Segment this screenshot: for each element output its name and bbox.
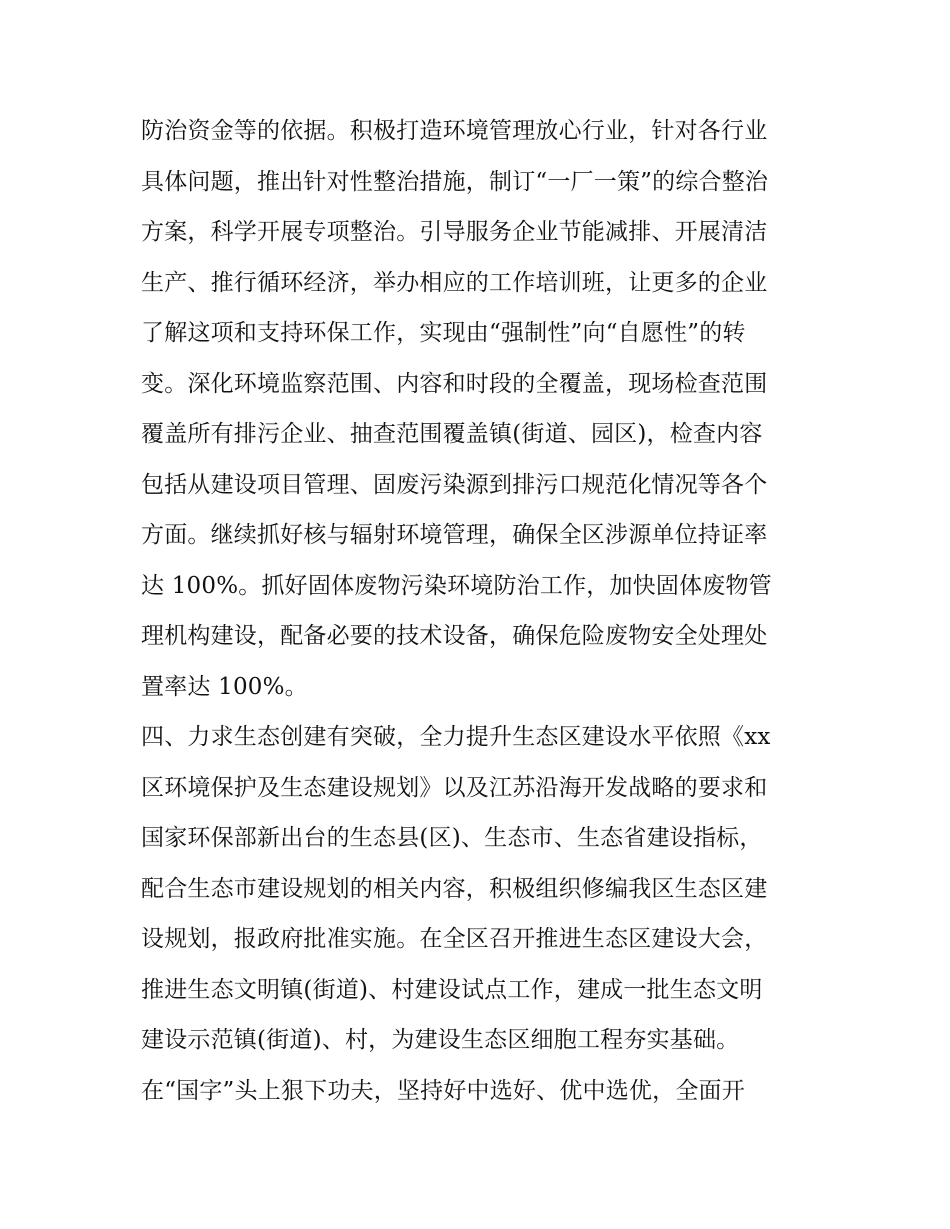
section-heading-line: 四、力求生态创建有突破，全力提升生态区建设水平依照《xx bbox=[141, 724, 771, 750]
text-line: 覆盖所有排污企业、抽查范围覆盖镇(街道、园区)，检查内容 bbox=[141, 421, 763, 447]
text-line: 在“国字”头上狠下功夫，坚持好中选好、优中选优，全面开 bbox=[141, 1077, 745, 1104]
text-line: 达 100%。抓好固体废物污染环境防治工作，加快固体废物管 bbox=[141, 572, 772, 599]
text-line: 具体问题，推出针对性整治措施，制订“一厂一策”的综合整治 bbox=[141, 168, 769, 195]
text-line: 国家环保部新出台的生态县(区)、生态市、生态省建设指标， bbox=[141, 825, 763, 851]
text-line: 理机构建设，配备必要的技术设备，确保危险废物安全处理处 bbox=[141, 623, 768, 649]
text-line: 生产、推行循环经济，举办相应的工作培训班，让更多的企业 bbox=[141, 269, 768, 296]
text-line: 置率达 100%。 bbox=[141, 673, 308, 700]
text-line: 方面。继续抓好核与辐射环境管理，确保全区涉源单位持证率 bbox=[141, 522, 768, 548]
text-line: 变。深化环境监察范围、内容和时段的全覆盖，现场检查范围 bbox=[141, 370, 768, 397]
text-line: 设规划，报政府批准实施。在全区召开推进生态区建设大会， bbox=[141, 926, 768, 952]
text-line: 防治资金等的依据。积极打造环境管理放心行业，针对各行业 bbox=[141, 118, 768, 144]
text-line: 推进生态文明镇(街道)、村建设试点工作，建成一批生态文明 bbox=[141, 976, 763, 1003]
body-text bbox=[141, 106, 821, 1116]
text-line: 了解这项和支持环保工作，实现由“强制性”向“自愿性”的转 bbox=[141, 320, 746, 346]
text-line: 方案，科学开展专项整治。引导服务企业节能减排、开展清洁 bbox=[141, 219, 768, 245]
text-line: 建设示范镇(街道)、村，为建设生态区细胞工程夯实基础。 bbox=[141, 1027, 740, 1053]
text-line: 配合生态市建设规划的相关内容，积极组织修编我区生态区建 bbox=[141, 875, 768, 902]
text-line: 区环境保护及生态建设规划》以及江苏沿海开发战略的要求和 bbox=[141, 774, 768, 801]
text-line: 包括从建设项目管理、固废污染源到排污口规范化情况等各个 bbox=[141, 471, 768, 498]
